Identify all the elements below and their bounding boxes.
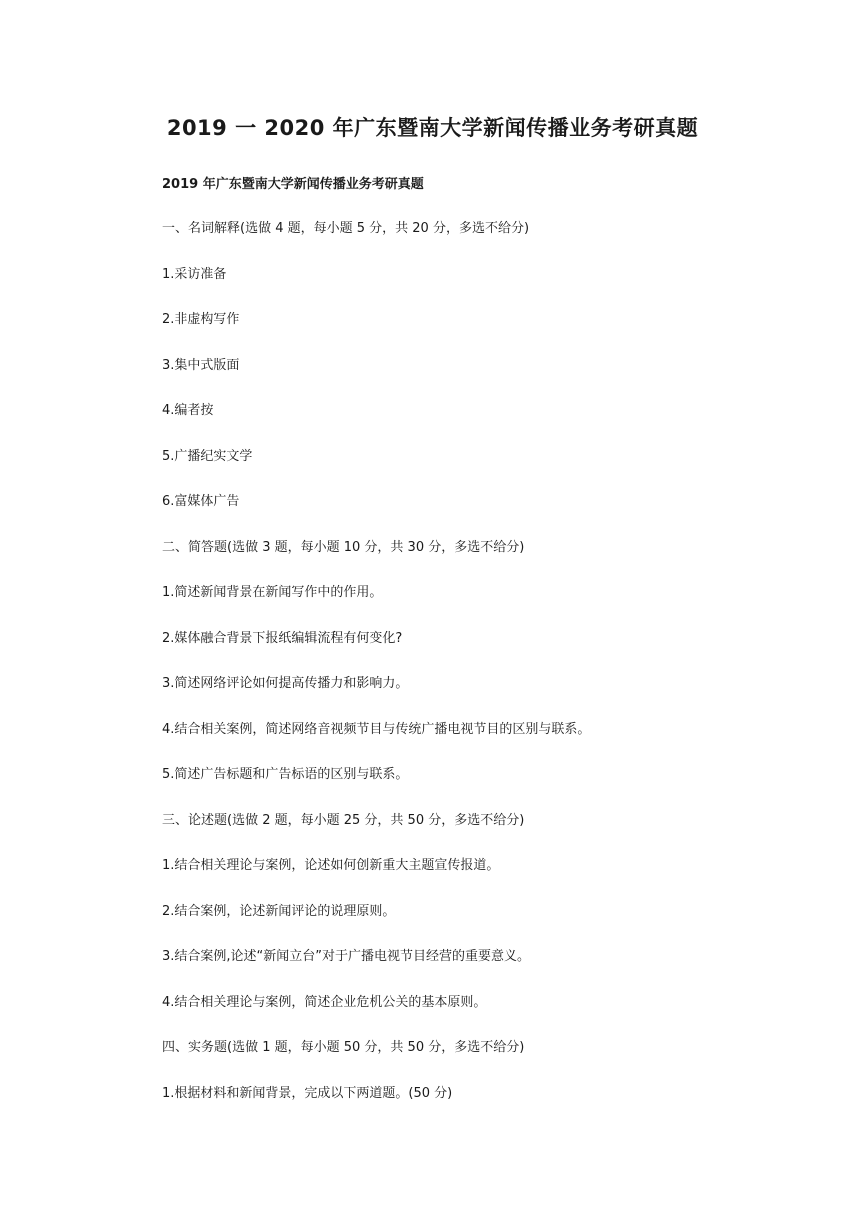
document-title: 2019 一 2020 年广东暨南大学新闻传播业务考研真题 [166, 116, 699, 140]
question-item: 3.简述网络评论如何提高传播力和影响力。 [162, 676, 409, 691]
section-heading-3: 三、论述题(选做 2 题，每小题 25 分，共 50 分，多选不给分) [162, 813, 525, 828]
question-item: 1.结合相关理论与案例，论述如何创新重大主题宣传报道。 [162, 858, 500, 873]
document-subtitle: 2019 年广东暨南大学新闻传播业务考研真题 [162, 177, 424, 192]
question-item: 5.广播纪实文学 [162, 449, 253, 464]
question-item: 2.结合案例，论述新闻评论的说理原则。 [162, 904, 396, 919]
question-item: 4.编者按 [162, 403, 214, 418]
question-item: 4.结合相关案例，简述网络音视频节目与传统广播电视节目的区别与联系。 [162, 722, 591, 737]
question-item: 4.结合相关理论与案例，简述企业危机公关的基本原则。 [162, 995, 487, 1010]
question-item: 1.根据材料和新闻背景，完成以下两道题。(50 分) [162, 1086, 453, 1101]
question-item: 2.媒体融合背景下报纸编辑流程有何变化? [162, 631, 403, 646]
question-item: 1.简述新闻背景在新闻写作中的作用。 [162, 585, 383, 600]
section-heading-2: 二、简答题(选做 3 题，每小题 10 分，共 30 分，多选不给分) [162, 540, 525, 555]
question-item: 2.非虚构写作 [162, 312, 240, 327]
section-heading-1: 一、名词解释(选做 4 题，每小题 5 分，共 20 分，多选不给分) [162, 221, 530, 236]
question-item: 1.采访准备 [162, 267, 227, 282]
question-item: 3.集中式版面 [162, 358, 240, 373]
question-item: 3.结合案例,论述“新闻立台”对于广播电视节目经营的重要意义。 [162, 949, 531, 964]
question-item: 6.富媒体广告 [162, 494, 240, 509]
section-heading-4: 四、实务题(选做 1 题，每小题 50 分，共 50 分，多选不给分) [162, 1040, 525, 1055]
question-item: 5.简述广告标题和广告标语的区别与联系。 [162, 767, 409, 782]
